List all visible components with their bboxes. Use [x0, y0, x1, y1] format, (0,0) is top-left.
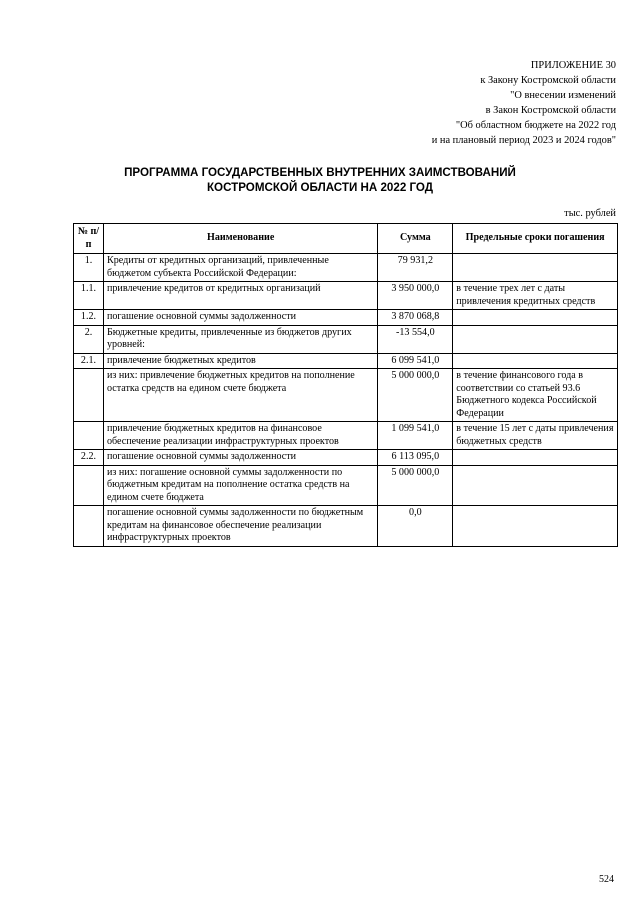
document-title	[0, 165, 640, 195]
cell-name: погашение основной суммы задолженности по бюджетным кредитам на финансовое обеспечение реализации инфраструктурных проектов	[103, 506, 377, 547]
table-row	[74, 353, 618, 369]
appendix-line: ПРИЛОЖЕНИЕ 30	[530, 60, 616, 71]
column-header-term: Предельные сроки погашения	[453, 224, 618, 254]
cell-number	[74, 465, 104, 506]
cell-sum: 0,0	[378, 506, 453, 547]
appendix-line: в Закон Костромской области	[485, 105, 616, 116]
table-row	[74, 450, 618, 466]
cell-name: из них: погашение основной суммы задолженности по бюджетным кредитам на пополнение остатка средств на едином счете бюджета	[103, 465, 377, 506]
appendix-header	[432, 58, 616, 148]
cell-sum: 5 000 000,0	[378, 369, 453, 422]
table-row	[74, 254, 618, 282]
cell-sum: -13 554,0	[378, 325, 453, 353]
cell-name: привлечение кредитов от кредитных организаций	[103, 282, 377, 310]
column-header-sum: Сумма	[378, 224, 453, 254]
cell-term	[453, 353, 618, 369]
cell-term: в течение трех лет с даты привлечения кредитных средств	[453, 282, 618, 310]
cell-sum: 6 099 541,0	[378, 353, 453, 369]
table-row	[74, 282, 618, 310]
cell-term	[453, 465, 618, 506]
table-row	[74, 422, 618, 450]
appendix-line: "Об областном бюджете на 2022 год	[455, 120, 616, 131]
cell-term	[453, 325, 618, 353]
cell-sum: 3 950 000,0	[378, 282, 453, 310]
cell-term	[453, 310, 618, 326]
cell-number: 2.	[74, 325, 104, 353]
column-header-number: № п/п	[74, 224, 104, 254]
cell-term	[453, 254, 618, 282]
table-row	[74, 506, 618, 547]
title-line: ПРОГРАММА ГОСУДАРСТВЕННЫХ ВНУТРЕННИХ ЗАИМСТВОВАНИЙ	[124, 166, 516, 179]
cell-number	[74, 369, 104, 422]
cell-term	[453, 506, 618, 547]
title-line: КОСТРОМСКОЙ ОБЛАСТИ НА 2022 ГОД	[206, 181, 434, 194]
appendix-line: к Закону Костромской области	[480, 75, 616, 86]
cell-name: из них: привлечение бюджетных кредитов на пополнение остатка средств на едином счете бюджета	[103, 369, 377, 422]
cell-name: привлечение бюджетных кредитов на финансовое обеспечение реализации инфраструктурных проектов	[103, 422, 377, 450]
cell-sum: 3 870 068,8	[378, 310, 453, 326]
cell-number: 2.1.	[74, 353, 104, 369]
table-row	[74, 465, 618, 506]
cell-name: погашение основной суммы задолженности	[103, 310, 377, 326]
cell-number	[74, 422, 104, 450]
cell-sum: 79 931,2	[378, 254, 453, 282]
cell-name: привлечение бюджетных кредитов	[103, 353, 377, 369]
cell-name: погашение основной суммы задолженности	[103, 450, 377, 466]
cell-number	[74, 506, 104, 547]
table-row	[74, 369, 618, 422]
cell-term: в течение финансового года в соответствии со статьей 93.6 Бюджетного кодекса Российской Федерации	[453, 369, 618, 422]
cell-number: 1.2.	[74, 310, 104, 326]
cell-sum: 5 000 000,0	[378, 465, 453, 506]
cell-sum: 6 113 095,0	[378, 450, 453, 466]
cell-number: 2.2.	[74, 450, 104, 466]
page-number: 524	[599, 874, 614, 885]
cell-term: в течение 15 лет с даты привлечения бюджетных средств	[453, 422, 618, 450]
table-header-row	[74, 224, 618, 254]
cell-sum: 1 099 541,0	[378, 422, 453, 450]
cell-name: Кредиты от кредитных организаций, привлеченные бюджетом субъекта Российской Федерации:	[103, 254, 377, 282]
units-label: тыс. рублей	[564, 208, 616, 219]
cell-number: 1.	[74, 254, 104, 282]
appendix-line: "О внесении изменений	[510, 90, 616, 101]
cell-term	[453, 450, 618, 466]
cell-number: 1.1.	[74, 282, 104, 310]
cell-name: Бюджетные кредиты, привлеченные из бюджетов других уровней:	[103, 325, 377, 353]
table-row	[74, 310, 618, 326]
table-row	[74, 325, 618, 353]
borrowing-program-table	[73, 223, 618, 547]
column-header-name: Наименование	[103, 224, 377, 254]
appendix-line: и на плановый период 2023 и 2024 годов"	[431, 135, 616, 146]
